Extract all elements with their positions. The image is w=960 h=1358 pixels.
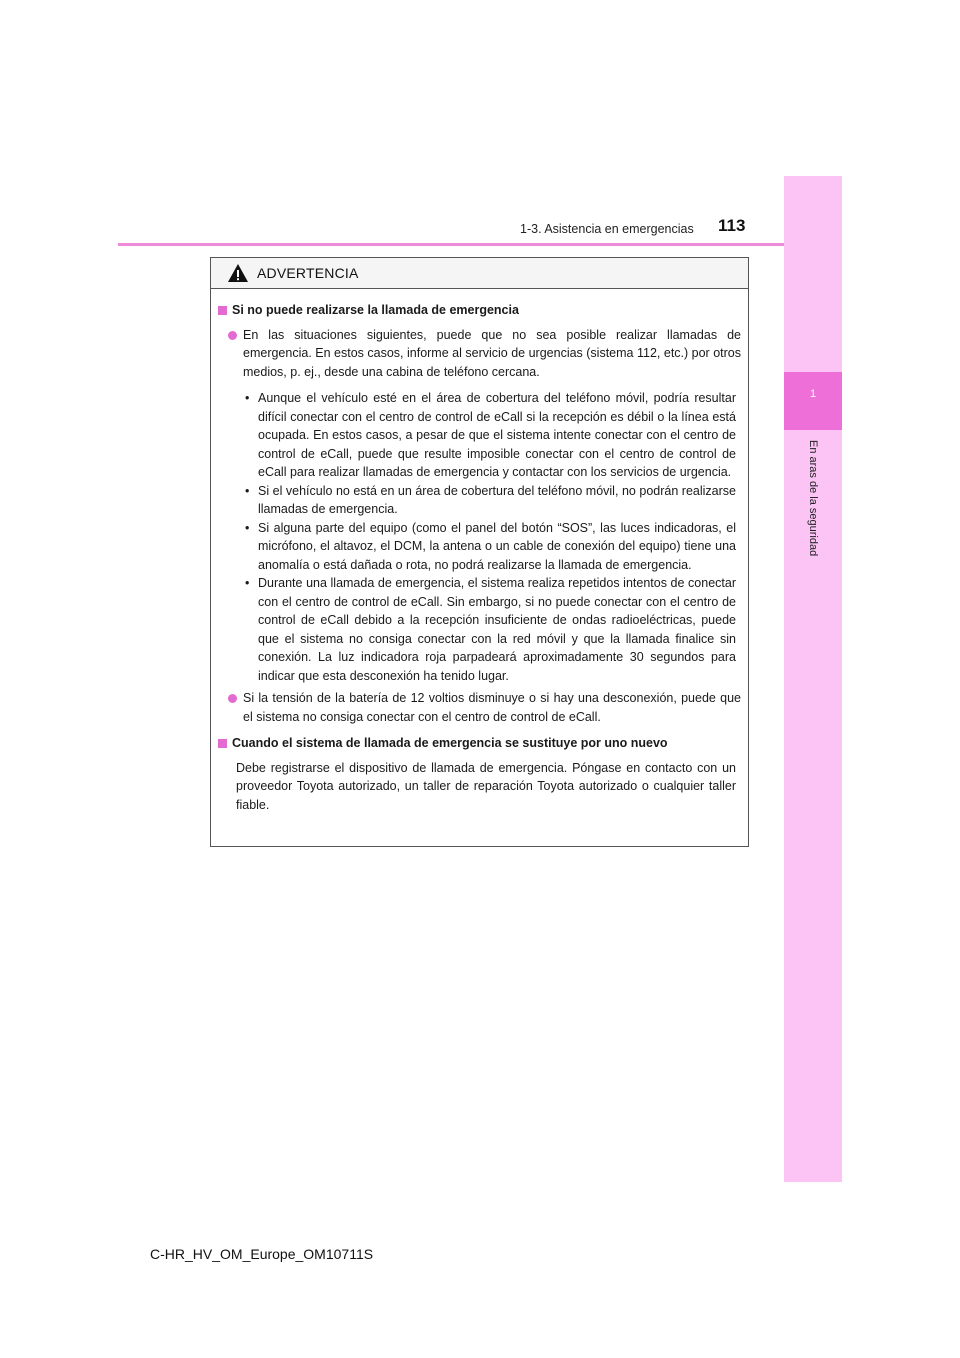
chapter-title: En aras de la seguridad — [807, 440, 819, 557]
sub-item-text: Aunque el vehículo esté en el área de cobertura del teléfono móvil, podría resultar difícil conectar con el centro de control de eCall si la recepción es débil o la línea está ocupada. En estos casos, a pesar de que el sistema intente conectar con el centro de control de eCall, puede que resulte imposible conectar con el centro de control de eCall para realizar llamadas de emergencia y contactar con los servicios de urgencia. — [258, 391, 736, 479]
section-paragraph: Debe registrarse el dispositivo de llamada de emergencia. Póngase en contacto con un proveedor Toyota autorizado, un taller de reparación Toyota autorizado o cualquier taller fiable. — [236, 760, 736, 812]
circle-bullet-icon — [228, 694, 237, 703]
sub-item-text: Si el vehículo no está en un área de cobertura del teléfono móvil, no podrán realizarse llamadas de emergencia. — [258, 483, 736, 516]
sub-list — [218, 389, 741, 685]
sub-item — [245, 574, 736, 685]
warning-body — [211, 289, 748, 814]
sub-item-marker: • — [245, 391, 250, 405]
square-bullet-icon — [218, 739, 227, 748]
bullet-text: Si la tensión de la batería de 12 voltios disminuye o si hay una desconexión, puede que el sistema no consiga conectar con el centro de control de eCall. — [243, 691, 741, 724]
section-heading-text: Cuando el sistema de llamada de emergencia se sustituye por uno nuevo — [232, 736, 668, 750]
sub-item-text: Si alguna parte del equipo (como el panel del botón “SOS”, las luces indicadoras, el micrófono, el altavoz, el DCM, la antena o un cable de conexión del equipo) tiene una anomalía o está dañada o rota, no podrá realizarse la llamada de emergencia. — [258, 520, 736, 572]
warning-header — [211, 258, 748, 289]
sub-item — [245, 482, 736, 519]
section-title: 1-3. Asistencia en emergencias — [520, 222, 694, 236]
chapter-title-container — [786, 440, 840, 590]
sub-item-text: Durante una llamada de emergencia, el sistema realiza repetidos intentos de conectar con el centro de control de eCall. Sin embargo, si no puede conectar con el centro de control de eCall debido a la recepción insuficiente de ondas radioeléctricas, puede que el sistema no consiga conectar con la red móvil y que la llamada finalice sin conexión. La luz indicadora roja parpadeará aproximadamente 30 segundos para indicar que esta desconexión ha tenido lugar. — [258, 576, 736, 683]
bullet-text: En las situaciones siguientes, puede que no sea posible realizar llamadas de emergencia. En estos casos, informe al servicio de urgencias (sistema 112, etc.) por otros medios, p. ej., desde una cabina de teléfono cercana. — [243, 327, 741, 379]
page-number: 113 — [718, 216, 746, 235]
header-rule — [118, 243, 842, 246]
circle-bullet-icon — [228, 331, 237, 340]
bullet-item — [228, 689, 741, 726]
square-bullet-icon — [218, 306, 227, 315]
section-heading-text: Si no puede realizarse la llamada de emergencia — [232, 303, 519, 317]
sub-item — [245, 389, 736, 482]
sub-item-marker: • — [245, 520, 250, 535]
section-heading — [218, 734, 741, 753]
document-code: C-HR_HV_OM_Europe_OM10711S — [150, 1246, 374, 1262]
chapter-side-tab — [784, 176, 842, 1182]
sub-item-marker: • — [245, 576, 250, 590]
sub-item — [245, 519, 736, 575]
warning-box — [210, 257, 749, 847]
chapter-number: 1 — [809, 388, 817, 400]
bullet-item — [228, 326, 741, 382]
sub-item-marker: • — [245, 483, 250, 498]
section-heading — [218, 301, 741, 320]
warning-title: ADVERTENCIA — [257, 265, 359, 281]
warning-triangle-icon — [227, 263, 249, 283]
chapter-tab-active-marker — [784, 372, 842, 430]
